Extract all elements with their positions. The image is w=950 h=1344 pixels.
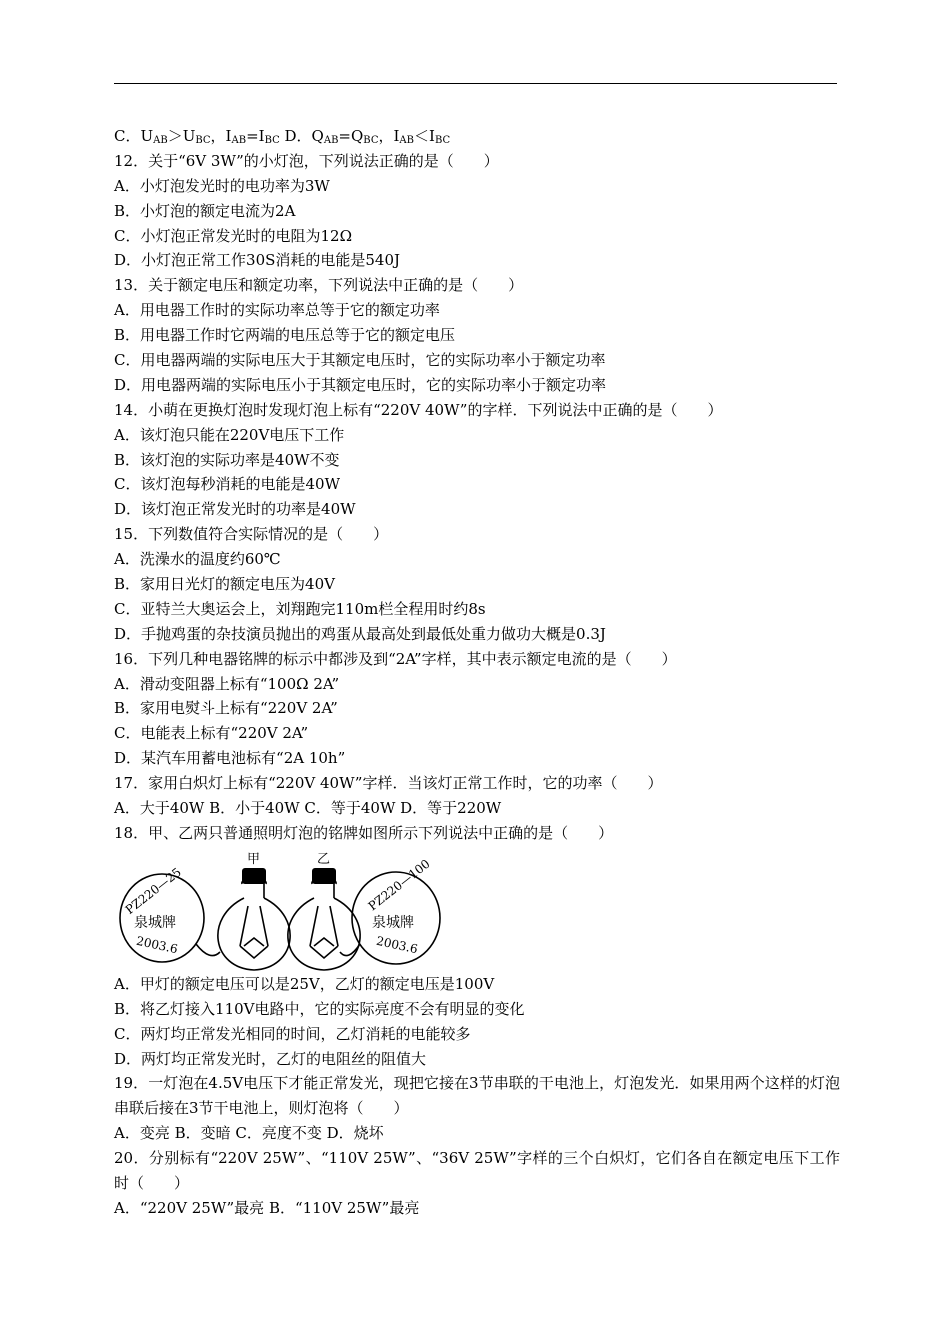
- bulb-nameplate-figure: [114, 848, 454, 972]
- left-bulb-glass: [218, 898, 290, 970]
- left-bulb-cap: [244, 882, 264, 898]
- q18-option-c: C．两灯均正常发光相同的时间，乙灯消耗的电能较多: [114, 1024, 471, 1043]
- q20-options: A．“220V 25W”最亮 B．“110V 25W”最亮: [114, 1198, 420, 1217]
- right-date-text: 2003.6: [375, 933, 419, 957]
- q16-option-d: D．某汽车用蓄电池标有“2A 10h”: [114, 749, 346, 768]
- q13-option-b: B．用电器工作时它两端的电压总等于它的额定电压: [114, 326, 456, 345]
- q12-stem: 12．关于“6V 3W”的小灯泡，下列说法正确的是（ ）: [114, 151, 499, 170]
- right-bulb-cap: [314, 882, 334, 898]
- q12-option-a: A．小灯泡发光时的电功率为3W: [114, 176, 330, 195]
- q20-stem: 20．分别标有“220V 25W”、“110V 25W”、“36V 25W”字样的三个白炽灯，它们各自在额定电压下工作时（ ）: [114, 1149, 840, 1192]
- right-bulb-filament: [310, 906, 338, 958]
- q15-option-b: B．家用日光灯的额定电压为40V: [114, 575, 335, 594]
- right-brand-text: 泉城牌: [372, 914, 414, 931]
- q12-option-c: C．小灯泡正常发光时的电阻为12Ω: [114, 226, 353, 245]
- q16-option-a: A．滑动变阻器上标有“100Ω 2A”: [114, 674, 340, 693]
- q17-stem: 17．家用白炽灯上标有“220V 40W”字样．当该灯正常工作时，它的功率（ ）: [114, 774, 663, 793]
- q16-option-c: C．电能表上标有“220V 2A”: [114, 724, 309, 743]
- q13-stem: 13．关于额定电压和额定功率，下列说法中正确的是（ ）: [114, 276, 524, 295]
- q14-option-d: D．该灯泡正常发光时的功率是40W: [114, 500, 356, 519]
- left-date-text: 2003.6: [135, 933, 179, 957]
- q14-option-a: A．该灯泡只能在220V电压下工作: [114, 425, 345, 444]
- left-rating-text: PZ220—25: [122, 864, 184, 917]
- q18-option-a: A．甲灯的额定电压可以是25V，乙灯的额定电压是100V: [114, 974, 495, 993]
- q15-option-c: C．亚特兰大奥运会上，刘翔跑完110m栏全程用时约8s: [114, 599, 486, 618]
- bulb-sockets: [242, 868, 336, 884]
- label-yi: 乙: [317, 851, 331, 867]
- left-bulb-filament: [240, 906, 268, 958]
- q12-option-b: B．小灯泡的额定电流为2A: [114, 201, 296, 220]
- q19-options: A．变亮 B．变暗 C．亮度不变 D．烧坏: [114, 1124, 384, 1143]
- q16-stem: 16．下列几种电器铭牌的标示中都涉及到“2A”字样，其中表示额定电流的是（ ）: [114, 649, 677, 668]
- q18-option-d: D．两灯均正常发光时，乙灯的电阻丝的阻值大: [114, 1049, 427, 1068]
- right-bulb-glass: [288, 898, 360, 970]
- q15-stem: 15．下列数值符合实际情况的是（ ）: [114, 525, 389, 544]
- q14-option-c: C．该灯泡每秒消耗的电能是40W: [114, 475, 340, 494]
- q13-option-c: C．用电器两端的实际电压大于其额定电压时，它的实际功率小于额定功率: [114, 351, 606, 370]
- header-rule: [114, 83, 837, 84]
- q17-options: A．大于40W B．小于40W C．等于40W D．等于220W: [114, 799, 502, 818]
- q13-option-d: D．用电器两端的实际电压小于其额定电压时，它的实际功率小于额定功率: [114, 375, 607, 394]
- right-rating-text: PZ220—100: [365, 856, 433, 914]
- q14-option-b: B．该灯泡的实际功率是40W不变: [114, 450, 340, 469]
- q15-option-d: D．手抛鸡蛋的杂技演员抛出的鸡蛋从最高处到最低处重力做功大概是0.3J: [114, 624, 606, 643]
- q16-option-b: B．家用电熨斗上标有“220V 2A”: [114, 699, 338, 718]
- q15-option-a: A．洗澡水的温度约60℃: [114, 550, 281, 569]
- q14-stem: 14．小萌在更换灯泡时发现灯泡上标有“220V 40W”的字样．下列说法中正确的是（ ）: [114, 400, 723, 419]
- right-bulb-socket: [312, 868, 336, 884]
- document-body: [114, 124, 840, 1221]
- label-jia: 甲: [247, 851, 261, 867]
- left-bulb-socket: [242, 868, 266, 884]
- q11-options-cd: C．$U_{AB}>U_{BC}$，$I_{AB}=I_{BC}$ D．$Q_{AB}=Q_{BC}$，$I_{AB}<I_{BC}$: [114, 127, 451, 146]
- q18-option-b: B．将乙灯接入110V电路中，它的实际亮度不会有明显的变化: [114, 999, 525, 1018]
- q13-option-a: A．用电器工作时的实际功率总等于它的额定功率: [114, 301, 440, 320]
- left-brand-text: 泉城牌: [134, 914, 176, 931]
- left-nameplate-tail: [196, 944, 220, 956]
- q12-option-d: D．小灯泡正常工作30S消耗的电能是540J: [114, 251, 401, 270]
- q19-stem: 19．一灯泡在4.5V电压下才能正常发光，现把它接在3节串联的干电池上，灯泡发光．如果用两个这样的灯泡串联后接在3节干电池上，则灯泡将（ ）: [114, 1074, 840, 1118]
- q18-stem: 18．甲、乙两只普通照明灯泡的铭牌如图所示下列说法中正确的是（ ）: [114, 823, 614, 842]
